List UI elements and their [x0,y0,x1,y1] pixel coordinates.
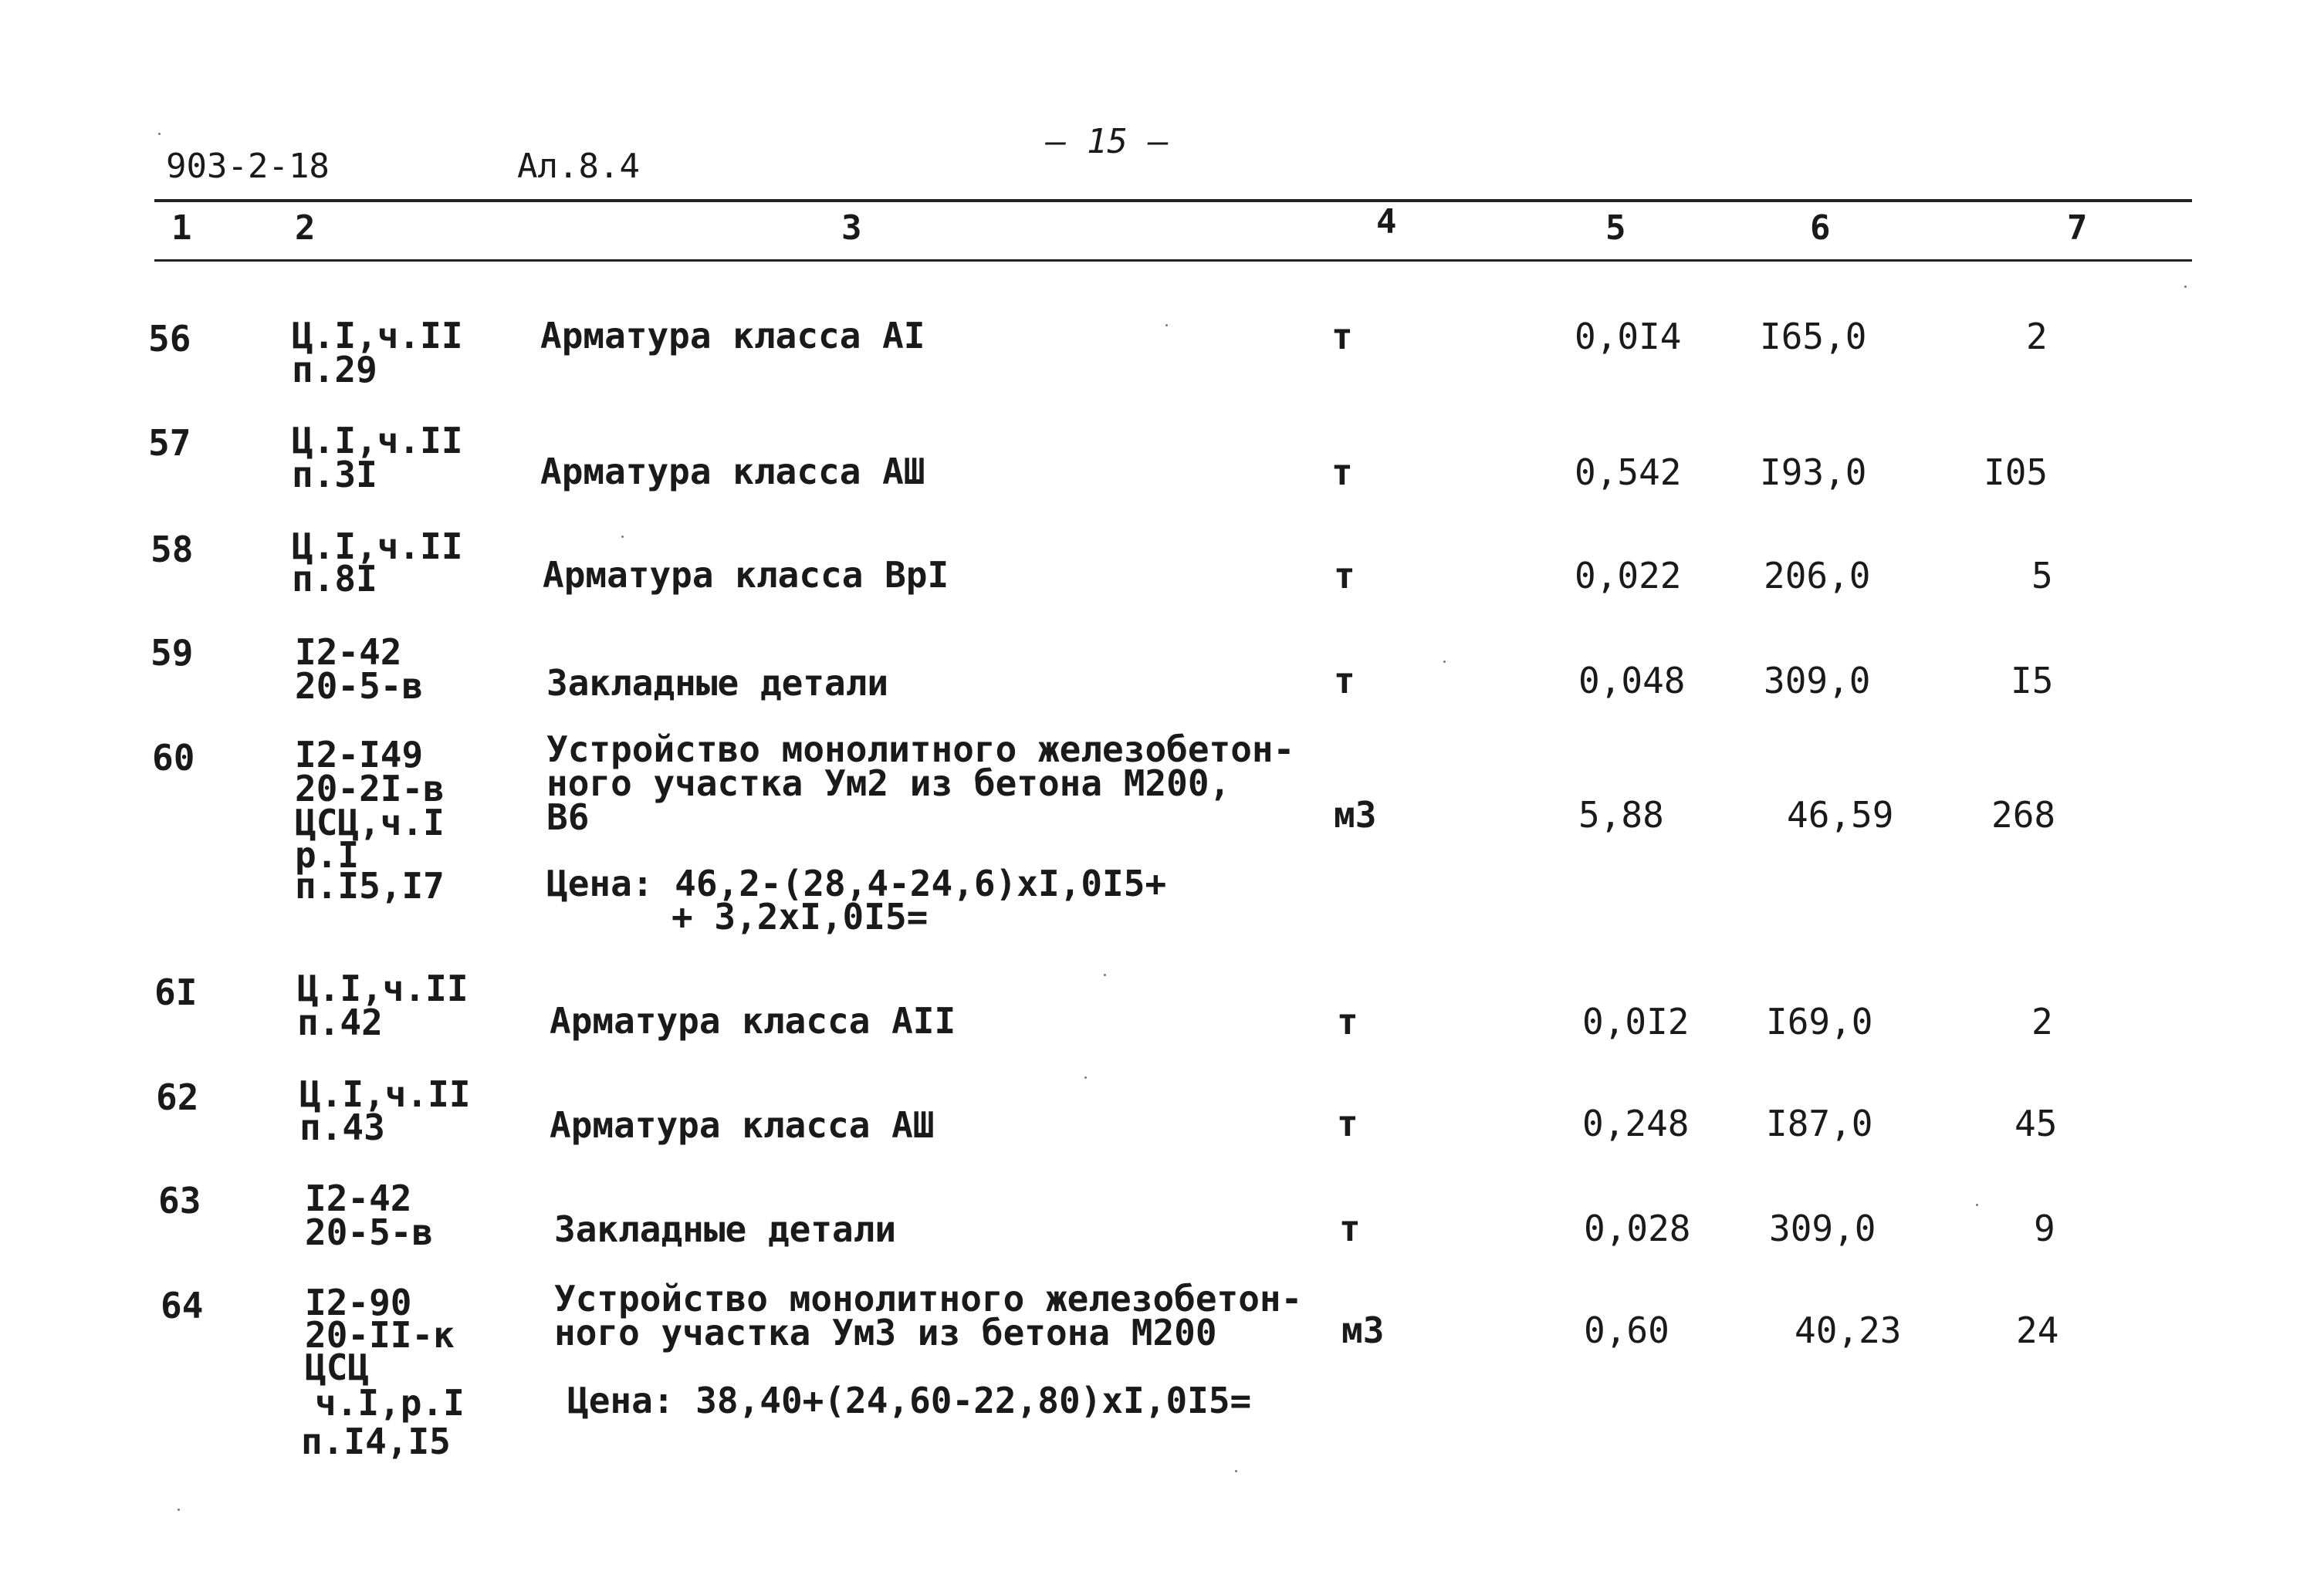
row-number: 62 [156,1076,199,1118]
price-formula: Цена: 38,40+(24,60-22,80)xI,0I5= [567,1380,1252,1421]
unit: т [1337,1103,1358,1144]
column-number-1: 1 [171,208,192,248]
unit-price: 40,23 [1795,1309,1902,1351]
norm-reference-line: Ц.I,ч.II [297,968,469,1009]
unit: т [1339,1208,1361,1249]
header-rule-top [154,199,2192,202]
norm-reference-line: р.I [295,834,360,876]
row-number: 60 [152,737,195,779]
total-cost: 268 [1991,794,2056,836]
norm-reference-line: 20-II-к [305,1314,455,1356]
page-number: – 15 – [1046,122,1169,161]
unit-price: 309,0 [1764,660,1871,701]
column-number-4: 4 [1376,202,1397,242]
quantity: 0,60 [1584,1309,1669,1351]
norm-reference-line: I2-42 [305,1178,412,1219]
norm-reference-line: ЦСЦ [305,1347,370,1388]
unit: т [1331,451,1353,493]
price-formula: Цена: 46,2-(28,4-24,6)xI,0I5+ [546,863,1167,904]
work-description: ного участка Ум2 из бетона М200, [546,762,1231,804]
work-description: Арматура класса BpI [543,554,949,596]
norm-reference-line: п.I5,I7 [295,865,445,907]
doc-code: 903-2-18 [166,147,330,186]
scan-speck [1976,1204,1978,1206]
row-number: 59 [151,632,194,674]
work-description: Устройство монолитного железобетон- [546,728,1295,770]
column-number-2: 2 [295,208,316,248]
unit: т [1334,660,1355,701]
work-description: Закладные детали [554,1208,897,1250]
norm-reference-line: Ц.I,ч.II [299,1073,471,1115]
norm-reference-line: 20-2I-в [295,768,445,809]
scan-speck [1235,1470,1237,1472]
norm-reference-line: I2-I49 [295,734,424,776]
row-number: 56 [148,318,191,360]
norm-reference-line: ЦСЦ,ч.I [295,802,445,843]
quantity: 5,88 [1578,794,1664,836]
scan-speck [621,536,624,538]
row-number: 57 [148,422,191,464]
scan-speck [158,133,161,135]
work-description: Арматура класса AШ [540,451,925,492]
row-number: 63 [158,1180,201,1222]
norm-reference-line: 20-5-в [295,665,424,707]
scan-speck [1104,974,1106,976]
norm-reference-line: п.3I [292,454,377,495]
total-cost: 2 [2031,1001,2053,1042]
unit-price: 206,0 [1764,555,1871,596]
unit-price: I87,0 [1766,1103,1873,1144]
total-cost: 9 [2034,1208,2055,1249]
norm-reference-line: п.I4,I5 [301,1421,451,1462]
work-description: Арматура класса AШ [550,1104,935,1146]
scan-speck [2184,286,2187,288]
norm-reference-line: Ц.I,ч.II [292,420,463,461]
column-number-5: 5 [1605,208,1626,248]
unit: т [1331,316,1353,357]
work-description: Арматура класса AI [540,315,925,357]
quantity: 0,028 [1584,1208,1691,1249]
quantity: 0,0I4 [1575,316,1682,357]
total-cost: I05 [1984,451,2048,493]
header-rule-bottom [154,259,2192,262]
unit-price: I93,0 [1760,451,1867,493]
scan-speck [178,1509,180,1511]
unit: м3 [1341,1309,1385,1351]
unit-price: I69,0 [1766,1001,1873,1042]
quantity: 0,542 [1575,451,1682,493]
norm-reference-line: п.42 [297,1002,383,1043]
work-description: B6 [546,796,590,838]
work-description: Устройство монолитного железобетон- [554,1278,1303,1320]
column-number-3: 3 [841,208,862,248]
norm-reference-line: I2-42 [295,631,402,673]
album-number: Ал.8.4 [517,147,640,186]
norm-reference-line: I2-90 [305,1282,412,1323]
row-number: 6I [154,972,198,1013]
unit: т [1334,555,1355,596]
norm-reference-line: ч.I,р.I [315,1382,465,1424]
quantity: 0,0I2 [1582,1001,1690,1042]
unit-price: I65,0 [1760,316,1867,357]
unit-price: 46,59 [1787,794,1894,836]
work-description: Арматура класса AII [550,1000,956,1042]
quantity: 0,048 [1578,660,1686,701]
price-formula: + 3,2xI,0I5= [671,896,929,938]
scan-speck [1084,1076,1087,1079]
column-number-7: 7 [2067,208,2088,248]
total-cost: 24 [2016,1309,2059,1351]
norm-reference-line: п.29 [292,349,377,390]
column-number-6: 6 [1810,208,1831,248]
norm-reference-line: 20-5-в [305,1211,434,1253]
unit-price: 309,0 [1769,1208,1876,1249]
row-number: 64 [161,1285,204,1326]
total-cost: I5 [2011,660,2054,701]
total-cost: 5 [2031,555,2053,596]
total-cost: 45 [2014,1103,2058,1144]
quantity: 0,248 [1582,1103,1690,1144]
norm-reference-line: Ц.I,ч.II [292,315,463,357]
work-description: Закладные детали [546,662,889,704]
work-description: ного участка Ум3 из бетона М200 [554,1312,1217,1353]
scan-speck [1443,661,1446,663]
unit: т [1337,1001,1358,1042]
unit: м3 [1334,794,1377,836]
row-number: 58 [151,529,194,570]
norm-reference-line: п.43 [299,1107,385,1148]
norm-reference-line: Ц.I,ч.II [292,525,463,567]
norm-reference-line: п.8I [292,558,377,600]
scan-speck [1165,324,1168,326]
total-cost: 2 [2026,316,2048,357]
quantity: 0,022 [1575,555,1682,596]
